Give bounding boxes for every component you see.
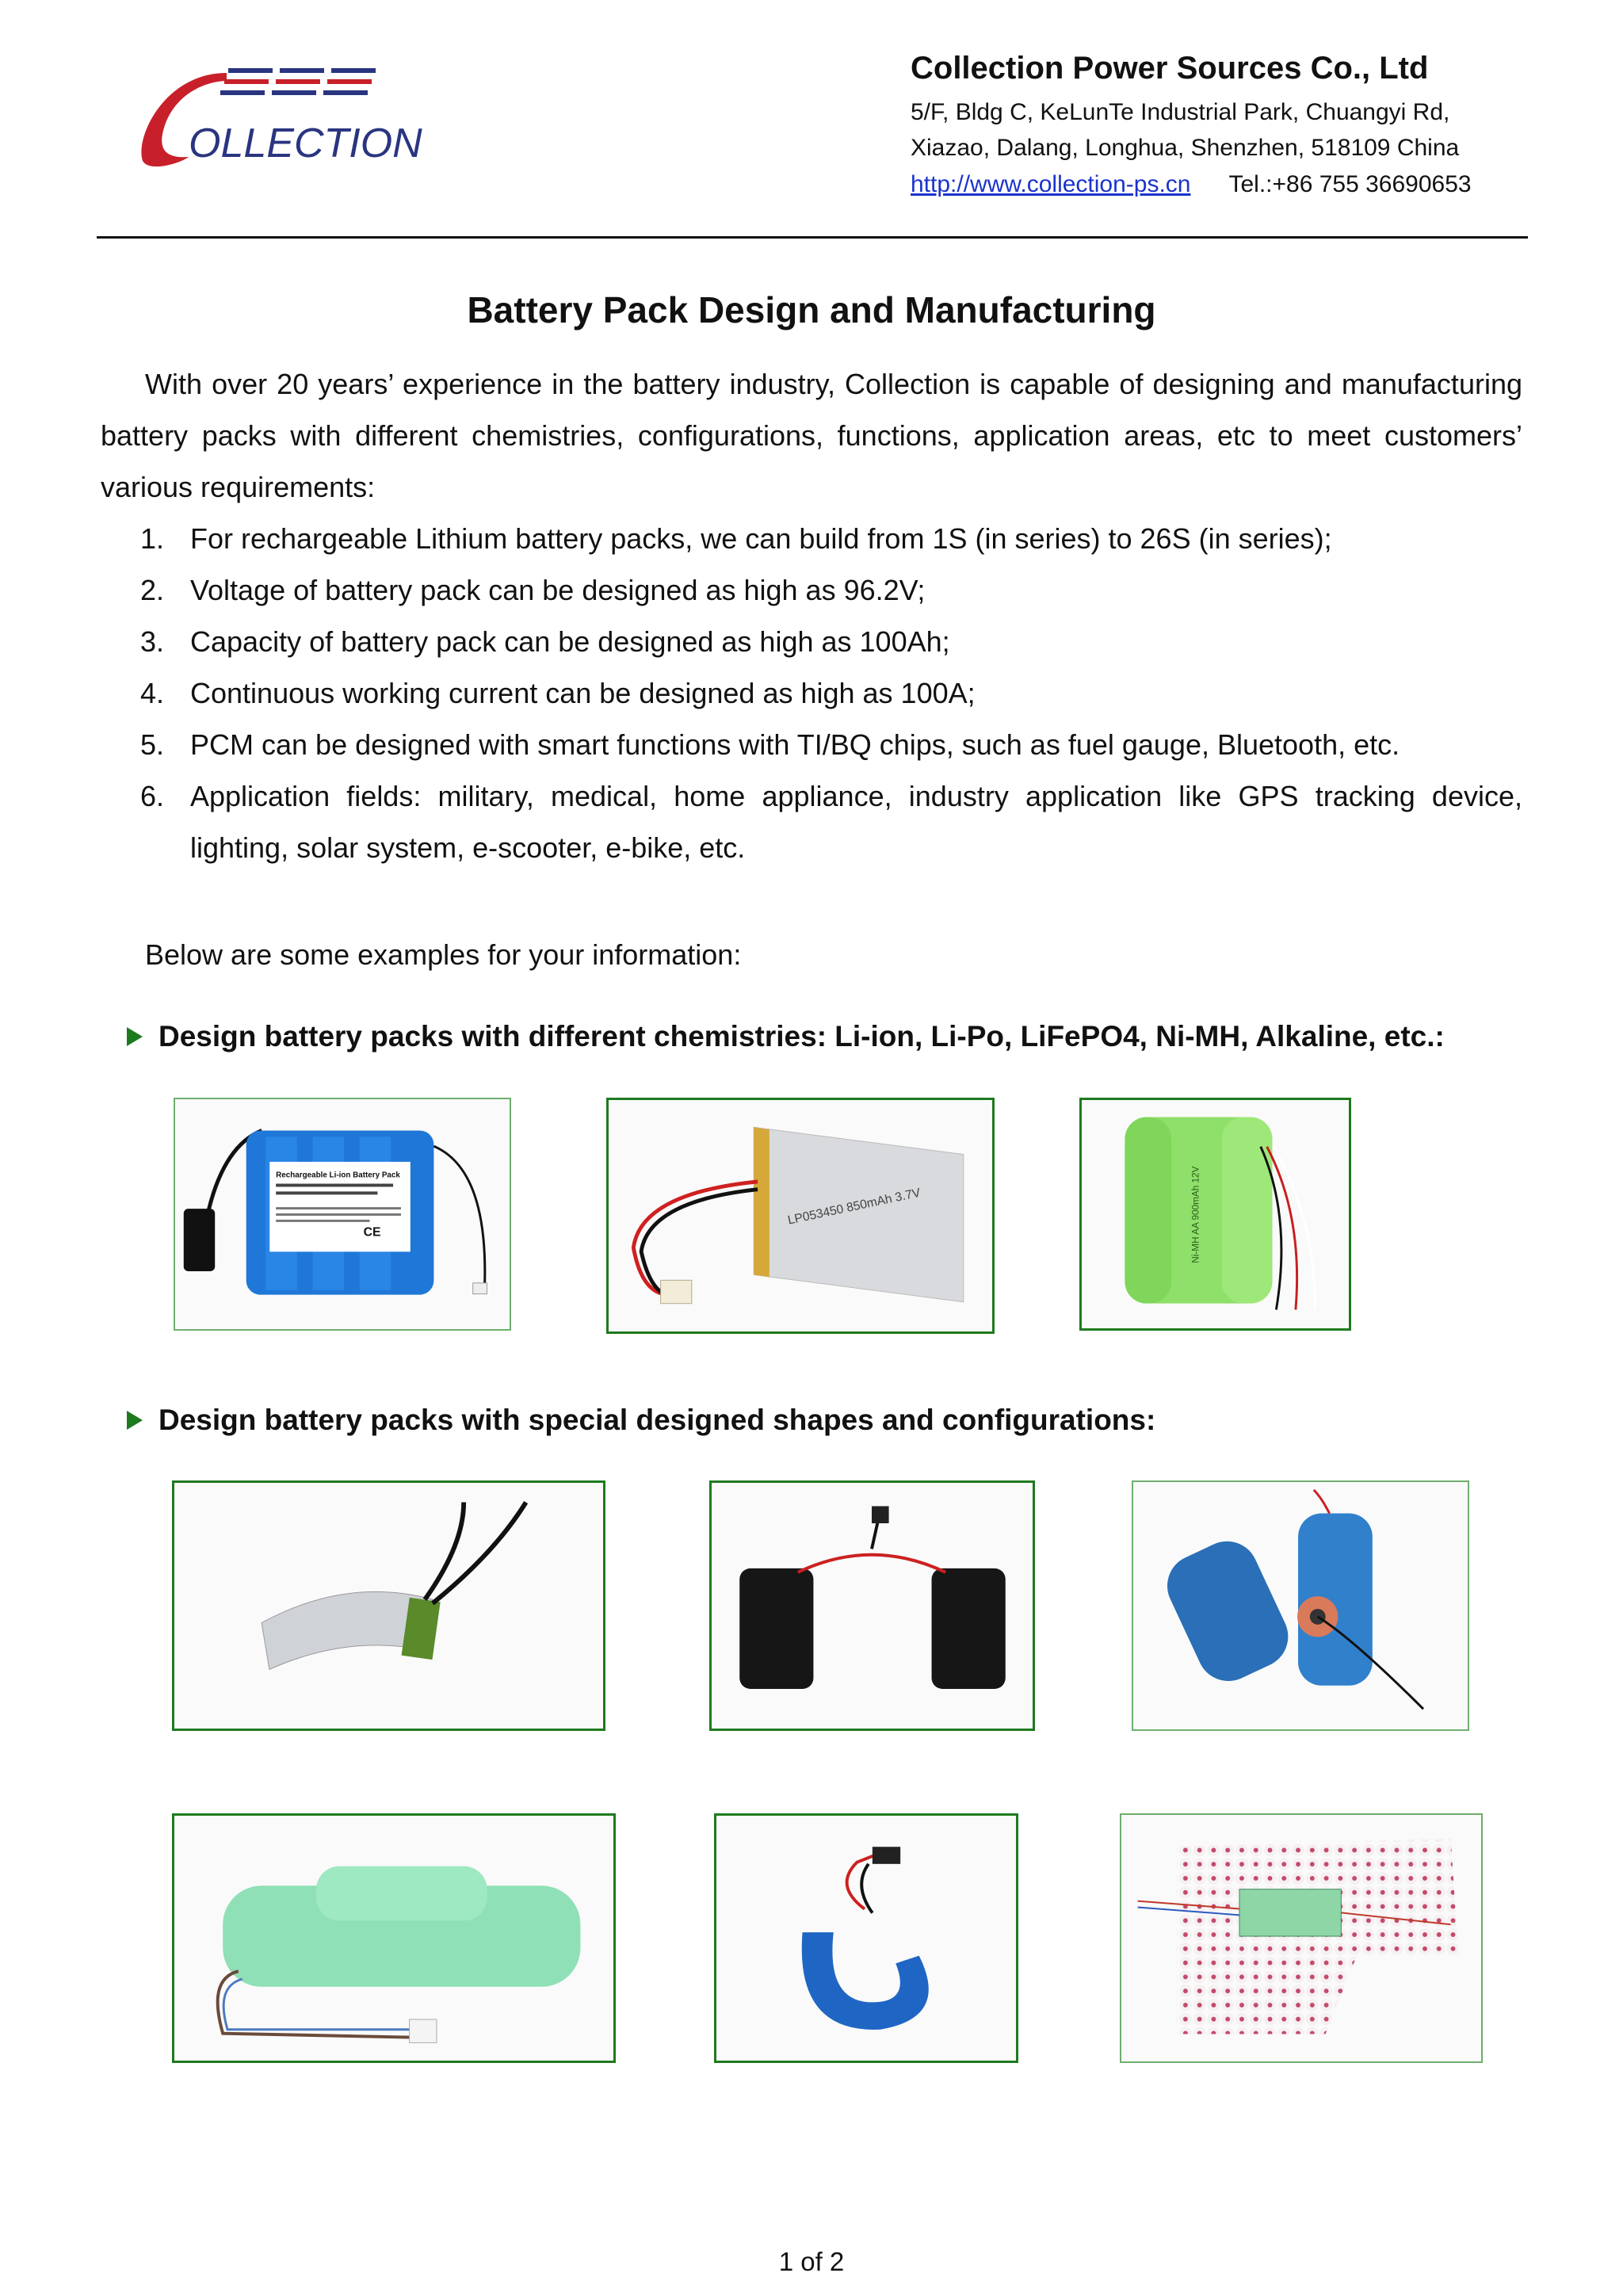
header-divider <box>97 236 1528 239</box>
telephone: Tel.:+86 755 36690653 <box>1228 171 1472 197</box>
list-item: 3. Capacity of battery pack can be designed as high as 100Ah; <box>140 625 950 658</box>
company-name: Collection Power Sources Co., Ltd <box>911 51 1429 86</box>
address-line-2: Xiazao, Dalang, Longhua, Shenzhen, 518109 China <box>911 135 1460 161</box>
examples-intro: Below are some examples for your information: <box>145 938 742 971</box>
capabilities-list <box>101 513 1522 873</box>
website-link[interactable]: http://www.collection-ps.cn <box>911 171 1191 197</box>
photo-two-cell-pack <box>709 1480 1035 1731</box>
svg-text:Ni-MH AA 900mAh 12V: Ni-MH AA 900mAh 12V <box>1190 1166 1201 1263</box>
photo-liion-pack <box>174 1098 511 1331</box>
list-item: 5. PCM can be designed with smart functions with TI/BQ chips, such as fuel gauge, Bluetooth, etc. <box>140 728 1400 761</box>
svg-text:LP053450 850mAh 3.7V: LP053450 850mAh 3.7V <box>786 1186 922 1228</box>
list-item: 2. Voltage of battery pack can be designed as high as 96.2V; <box>140 574 926 606</box>
arrow-bullet-icon <box>127 1027 143 1046</box>
photo-curved-cell <box>172 1480 605 1731</box>
address-line-1: 5/F, Bldg C, KeLunTe Industrial Park, Chuangyi Rd, <box>911 99 1450 125</box>
photo-large-pack-pcm <box>1120 1813 1483 2063</box>
intro-paragraph: With over 20 years’ experience in the battery industry, Collection is capable of designing and manufacturing battery packs with different chemistries, configurations, functions, application areas, etc to meet customers’ various requirements: <box>101 368 1522 503</box>
list-item: 1. For rechargeable Lithium battery packs, we can build from 1S (in series) to 26S (in series); <box>140 522 1332 555</box>
section-heading-chemistries: Design battery packs with different chemistries: Li-ion, Li-Po, LiFePO4, Ni-MH, Alkaline, etc.: <box>127 1020 1445 1053</box>
contact-line <box>911 171 1472 198</box>
photo-lipo-cell <box>606 1098 995 1334</box>
svg-text:Rechargeable Li-ion Battery Pa: Rechargeable Li-ion Battery Pack <box>276 1171 400 1180</box>
page-number: 1 of 2 <box>778 2247 845 2276</box>
arrow-bullet-icon <box>127 1411 143 1430</box>
photo-offset-cells <box>1132 1480 1469 1731</box>
photo-arc-pack <box>714 1813 1018 2063</box>
page-title: Battery Pack Design and Manufacturing <box>467 289 1156 330</box>
company-logo <box>133 62 422 173</box>
section-heading-shapes: Design battery packs with special designed shapes and configurations: <box>127 1404 1155 1437</box>
svg-text:CE: CE <box>363 1225 381 1240</box>
list-item: 4. Continuous working current can be designed as high as 100A; <box>140 677 976 709</box>
photo-nimh-pack <box>1079 1098 1351 1331</box>
logo-text: OLLECTION <box>189 120 422 166</box>
list-item: 6. Application fields: military, medical, home appliance, industry application like GPS tracking device, lighting, solar system, e-scooter, e-bike, etc. <box>140 780 1522 864</box>
photo-stick-pack <box>172 1813 616 2063</box>
